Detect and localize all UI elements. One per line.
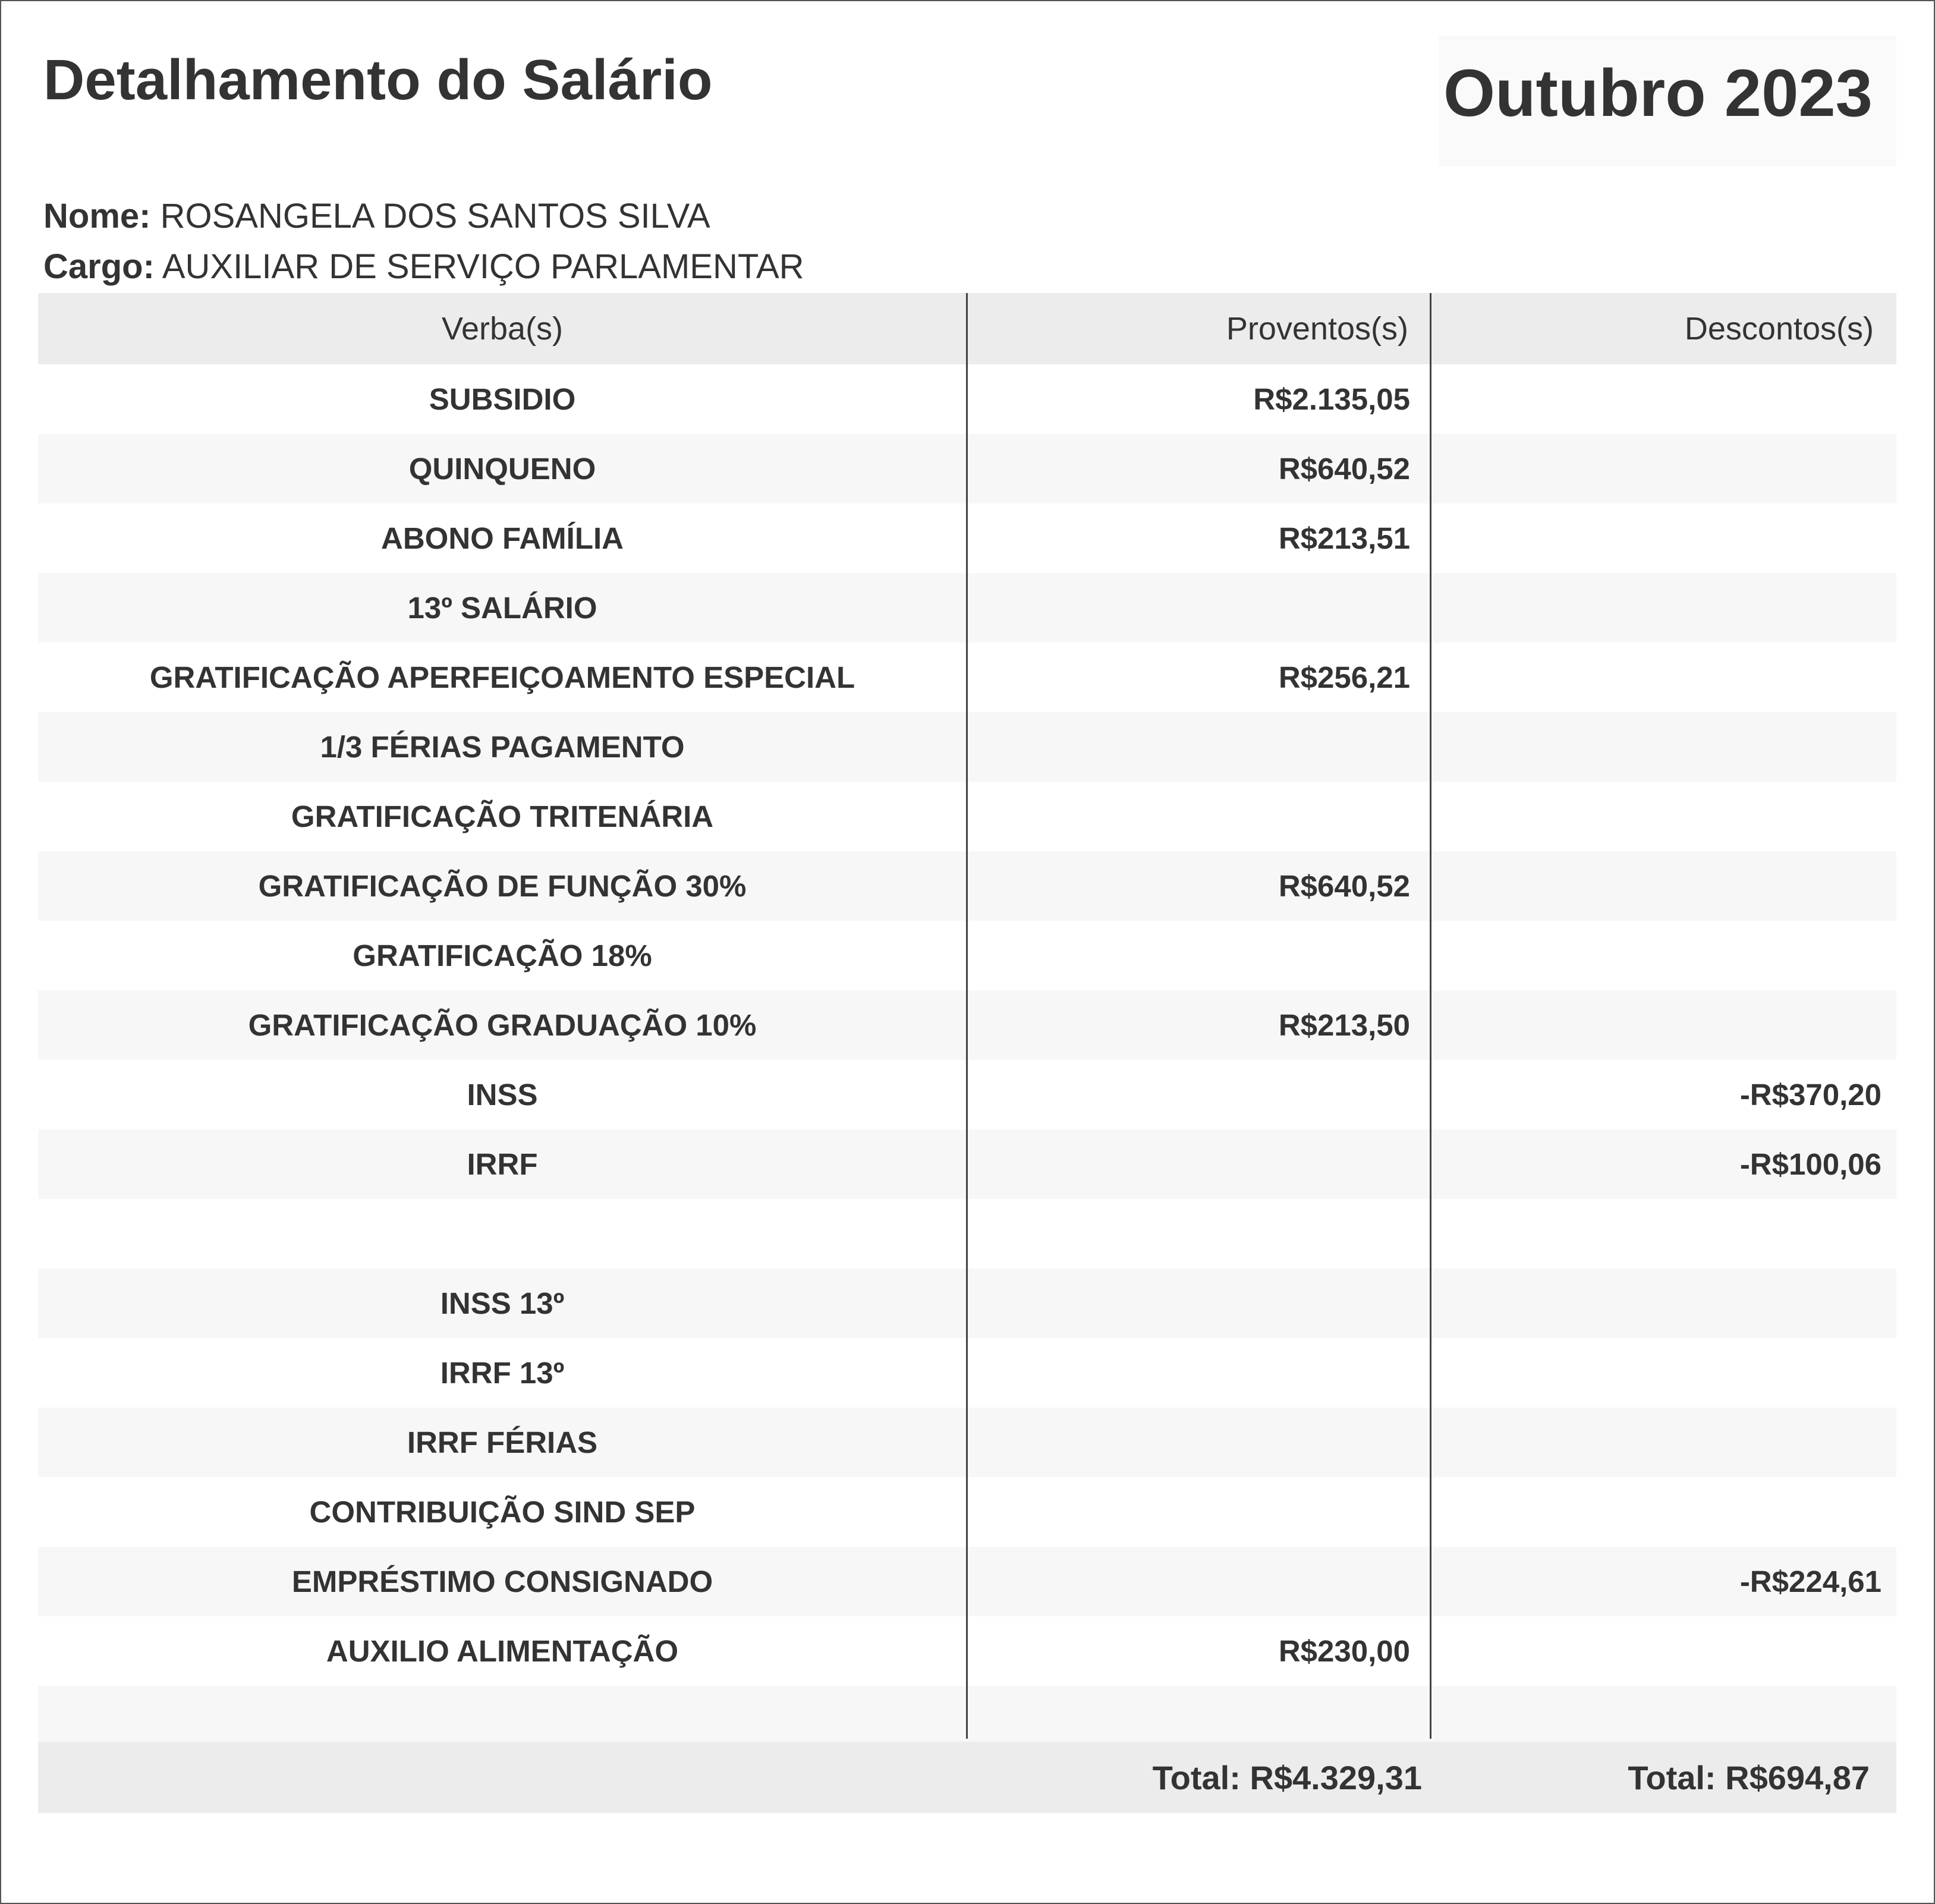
row-proventos-cell: R$230,00 xyxy=(1278,1634,1410,1668)
total-descontos: Total: R$694,87 xyxy=(1628,1758,1870,1796)
column-header-verba: Verba(s) xyxy=(441,311,564,347)
row-descontos-cell xyxy=(1431,1338,1896,1408)
row-proventos-cell xyxy=(967,712,1431,782)
row-verba-cell: INSS xyxy=(467,1078,538,1112)
row-verba-cell: AUXILIO ALIMENTAÇÃO xyxy=(326,1634,679,1668)
row-verba-cell: IRRF FÉRIAS xyxy=(407,1425,598,1459)
row-proventos-cell xyxy=(967,1269,1431,1338)
row-proventos-cell: R$640,52 xyxy=(1278,452,1410,486)
row-verba-cell: GRATIFICAÇÃO GRADUAÇÃO 10% xyxy=(248,1008,757,1042)
name-value: ROSANGELA DOS SANTOS SILVA xyxy=(160,197,710,235)
row-verba-cell: 1/3 FÉRIAS PAGAMENTO xyxy=(320,730,685,764)
row-descontos-cell: -R$100,06 xyxy=(1739,1147,1881,1181)
row-verba-cell: 13º SALÁRIO xyxy=(407,591,597,625)
row-descontos-cell xyxy=(1431,573,1896,643)
row-descontos-cell xyxy=(1431,1269,1896,1338)
column-header-proventos: Proventos(s) xyxy=(1226,311,1408,347)
row-verba-cell xyxy=(38,1199,967,1269)
row-descontos-cell xyxy=(1431,851,1896,921)
row-verba-cell: GRATIFICAÇÃO TRITENÁRIA xyxy=(291,800,714,833)
row-descontos-cell xyxy=(1431,364,1896,434)
column-divider-descontos xyxy=(1430,293,1431,1739)
employee-name-line xyxy=(43,196,710,236)
row-proventos-cell xyxy=(967,573,1431,643)
row-verba-cell: GRATIFICAÇÃO 18% xyxy=(353,939,652,973)
cargo-value: AUXILIAR DE SERVIÇO PARLAMENTAR xyxy=(162,247,804,286)
row-proventos-cell: R$2.135,05 xyxy=(1253,382,1410,416)
row-descontos-cell xyxy=(1431,782,1896,851)
name-label: Nome: xyxy=(43,197,151,235)
period-label: Outubro 2023 xyxy=(1443,56,1873,130)
row-proventos-cell xyxy=(967,921,1431,990)
row-descontos-cell xyxy=(1431,921,1896,990)
row-verba-cell: INSS 13º xyxy=(440,1286,565,1320)
row-proventos-cell xyxy=(967,1060,1431,1129)
row-descontos-cell xyxy=(1431,712,1896,782)
row-verba-cell: EMPRÉSTIMO CONSIGNADO xyxy=(291,1565,713,1598)
row-descontos-cell xyxy=(1431,1199,1896,1269)
row-proventos-cell xyxy=(967,1129,1431,1199)
total-proventos: Total: R$4.329,31 xyxy=(1152,1758,1422,1796)
row-verba-cell: QUINQUENO xyxy=(408,452,596,486)
row-descontos-cell xyxy=(1431,990,1896,1060)
row-descontos-cell: -R$224,61 xyxy=(1739,1565,1881,1598)
row-verba-cell: SUBSIDIO xyxy=(429,382,576,416)
cargo-label: Cargo: xyxy=(43,247,155,286)
row-proventos-cell xyxy=(967,1547,1431,1616)
row-verba-cell: ABONO FAMÍLIA xyxy=(381,521,624,555)
column-header-descontos: Descontos(s) xyxy=(1684,311,1874,347)
column-divider-proventos xyxy=(966,293,968,1739)
row-proventos-cell xyxy=(967,1408,1431,1477)
employee-cargo-line xyxy=(43,247,804,287)
row-verba-cell: IRRF xyxy=(467,1147,538,1181)
row-proventos-cell: R$213,50 xyxy=(1278,1008,1410,1042)
row-descontos-cell xyxy=(1431,434,1896,503)
row-verba-cell: IRRF 13º xyxy=(440,1356,565,1390)
row-descontos-cell xyxy=(1431,1408,1896,1477)
row-proventos-cell: R$213,51 xyxy=(1278,521,1410,555)
row-descontos-cell xyxy=(1431,643,1896,712)
row-proventos-cell: R$640,52 xyxy=(1278,869,1410,903)
row-verba-cell: CONTRIBUIÇÃO SIND SEP xyxy=(309,1495,696,1529)
row-descontos-cell xyxy=(1431,1477,1896,1547)
row-proventos-cell: R$256,21 xyxy=(1278,660,1410,694)
row-proventos-cell xyxy=(967,1338,1431,1408)
page-title: Detalhamento do Salário xyxy=(43,48,713,112)
row-verba-cell: GRATIFICAÇÃO DE FUNÇÃO 30% xyxy=(258,869,747,903)
row-verba-cell: GRATIFICAÇÃO APERFEIÇOAMENTO ESPECIAL xyxy=(149,660,855,694)
row-proventos-cell xyxy=(967,1477,1431,1547)
totals-row xyxy=(38,1742,1896,1813)
row-descontos-cell: -R$370,20 xyxy=(1739,1078,1881,1112)
row-proventos-cell xyxy=(967,782,1431,851)
row-proventos-cell xyxy=(967,1199,1431,1269)
row-descontos-cell xyxy=(1431,1616,1896,1686)
row-descontos-cell xyxy=(1431,503,1896,573)
